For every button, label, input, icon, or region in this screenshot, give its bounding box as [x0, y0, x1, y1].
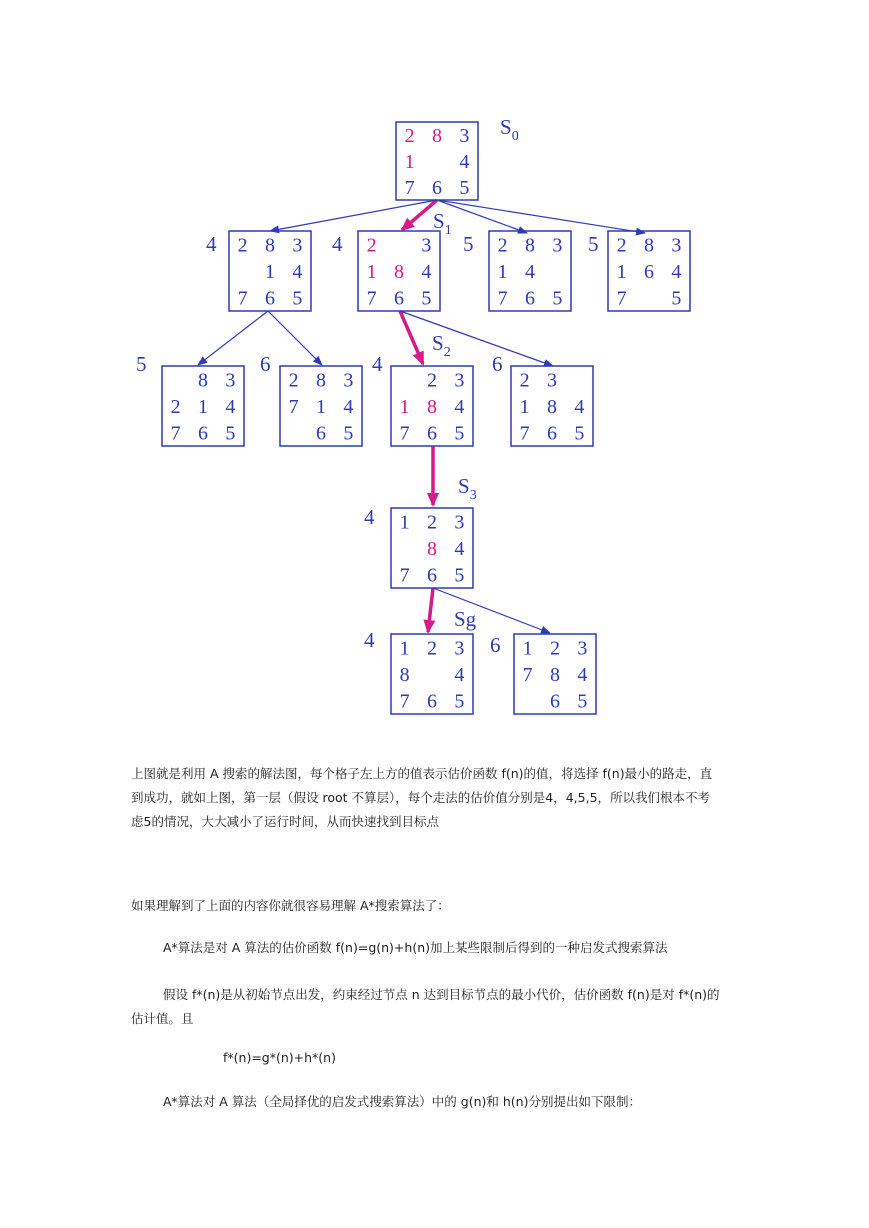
- puzzle-tile: 5: [421, 287, 432, 310]
- puzzle-tile: 5: [292, 287, 303, 310]
- puzzle-node-l3: [364, 505, 473, 588]
- path-arrow: [198, 311, 268, 365]
- puzzle-tile: 1: [265, 261, 275, 283]
- puzzle-tile: 4: [343, 396, 354, 418]
- puzzle-node-l2b: [260, 352, 362, 446]
- puzzle-tile: 7: [497, 287, 508, 310]
- state-label-s0: $S_0$: [500, 115, 519, 144]
- puzzle-node-l1c: [463, 231, 571, 311]
- path-arrow: [268, 311, 322, 365]
- puzzle-tile: 6: [394, 287, 404, 310]
- puzzle-tile: 2: [616, 234, 627, 257]
- puzzle-tile: 4: [454, 538, 465, 560]
- text-line: 上图就是利用 A 搜索的解法图，每个格子左上方的值表示估价函数 f(n)的值，将选择 f(n)最小的路走，直: [131, 766, 713, 781]
- paragraph-definition: A*算法是对 A 算法的估价函数 f(n)=g(n)+h(n)加上某些限制后得到的一种启发式搜索算法: [163, 940, 668, 955]
- puzzle-tile: 5: [671, 287, 682, 310]
- formula: f*(n)=g*(n)+h*(n): [223, 1050, 336, 1065]
- puzzle-node-l1d: [588, 231, 690, 311]
- puzzle-tile: 1: [316, 396, 326, 418]
- puzzle-tile: 7: [399, 564, 410, 587]
- heuristic-value: 4: [206, 232, 217, 256]
- heuristic-value: 4: [372, 352, 383, 376]
- puzzle-tile: 3: [454, 369, 465, 392]
- puzzle-tile: 8: [427, 396, 437, 418]
- puzzle-tile: 1: [399, 637, 410, 660]
- heuristic-value: 5: [588, 232, 599, 256]
- puzzle-tile: 4: [421, 261, 432, 283]
- state-label-s3: $S_3$: [458, 474, 477, 503]
- puzzle-tile: 3: [547, 369, 557, 392]
- puzzle-tile: 2: [170, 396, 181, 418]
- puzzle-tile: 3: [421, 234, 432, 257]
- puzzle-tile: 4: [525, 261, 535, 283]
- puzzle-node-l4a: [364, 628, 473, 714]
- puzzle-tile: 1: [366, 261, 377, 283]
- path-arrow-selected: [428, 588, 433, 632]
- heuristic-value: 5: [463, 232, 474, 256]
- puzzle-tile: 5: [577, 690, 588, 713]
- puzzle-tile: 2: [497, 234, 508, 257]
- path-arrow: [433, 588, 550, 633]
- puzzle-tile: 6: [550, 690, 560, 713]
- puzzle-tile: 3: [225, 369, 236, 392]
- puzzle-tile: 8: [394, 261, 404, 283]
- puzzle-tile: 1: [399, 511, 410, 534]
- puzzle-tile: 6: [432, 177, 442, 199]
- heuristic-value: 5: [136, 352, 147, 376]
- puzzle-tile: 2: [404, 125, 415, 147]
- puzzle-tile: 1: [404, 151, 415, 173]
- puzzle-tile: 5: [454, 564, 465, 587]
- puzzle-tile: 2: [427, 637, 437, 660]
- puzzle-tile: 3: [577, 637, 588, 660]
- puzzle-tile: 3: [454, 637, 465, 660]
- puzzle-tile: 6: [427, 690, 437, 713]
- text-line: 估计值。且: [131, 1011, 194, 1026]
- puzzle-tile: 5: [454, 690, 465, 713]
- puzzle-tile: 4: [454, 396, 465, 418]
- puzzle-node-l1a: [206, 231, 311, 311]
- puzzle-tile: 8: [550, 664, 560, 686]
- paragraph-explanation: [131, 762, 751, 834]
- text-line: 到成功，就如上图，第一层（假设 root 不算层），每个走法的估价值分别是4，4,5,5，所以我们根本不考: [131, 790, 711, 805]
- heuristic-value: 6: [260, 352, 271, 376]
- state-label-sg: Sg: [454, 607, 477, 631]
- puzzle-tile: 1: [399, 396, 410, 418]
- puzzle-tile: 1: [198, 396, 208, 418]
- puzzle-node-l2c: [372, 352, 473, 446]
- heuristic-value: 4: [332, 232, 343, 256]
- puzzle-tile: 3: [454, 511, 465, 534]
- puzzle-tile: 6: [547, 422, 557, 445]
- puzzle-node-l1b: [332, 231, 440, 311]
- text-line: 虑5的情况，大大减小了运行时间，从而快速找到目标点: [131, 814, 439, 829]
- puzzle-tile: 3: [459, 125, 470, 147]
- puzzle-tile: 4: [671, 261, 682, 283]
- puzzle-tile: 8: [198, 369, 208, 392]
- puzzle-node-l2d: [492, 352, 593, 446]
- state-label-s2: $S_2$: [432, 331, 451, 360]
- puzzle-tile: 1: [522, 637, 533, 660]
- puzzle-tile: 3: [292, 234, 303, 257]
- puzzle-tile: 1: [497, 261, 508, 283]
- puzzle-tile: 6: [427, 564, 437, 587]
- puzzle-tile: 5: [343, 422, 354, 445]
- puzzle-tile: 4: [574, 396, 585, 418]
- state-label-s1: $S_1$: [433, 209, 452, 238]
- path-arrow: [437, 200, 645, 233]
- puzzle-tile: 7: [170, 422, 181, 445]
- puzzle-tile: 5: [225, 422, 236, 445]
- heuristic-value: 4: [364, 505, 375, 529]
- puzzle-node-l2a: [136, 352, 244, 446]
- path-arrow-selected: [402, 200, 437, 230]
- puzzle-tile: 2: [288, 369, 299, 392]
- puzzle-tile: 3: [552, 234, 563, 257]
- puzzle-tile: 8: [265, 234, 275, 257]
- puzzle-tile: 7: [519, 422, 530, 445]
- puzzle-tile: 2: [237, 234, 248, 257]
- puzzle-tile: 2: [519, 369, 530, 392]
- puzzle-tile: 6: [525, 287, 535, 310]
- puzzle-tile: 6: [644, 261, 654, 283]
- puzzle-tile: 5: [459, 177, 470, 199]
- heuristic-value: 4: [364, 628, 375, 652]
- puzzle-tile: 5: [454, 422, 465, 445]
- puzzle-tile: 3: [343, 369, 354, 392]
- puzzle-tile: 8: [427, 538, 437, 560]
- puzzle-node-s0: [396, 122, 478, 200]
- puzzle-tile: 8: [316, 369, 326, 392]
- puzzle-tile: 6: [316, 422, 326, 445]
- heuristic-value: 6: [490, 633, 501, 657]
- puzzle-tile: 2: [427, 511, 437, 534]
- puzzle-tile: 2: [550, 637, 560, 660]
- puzzle-tile: 6: [198, 422, 208, 445]
- puzzle-tile: 8: [547, 396, 557, 418]
- paragraph-intro: 如果理解到了上面的内容你就很容易理解 A*搜索算法了：: [131, 898, 450, 913]
- path-arrow: [400, 311, 553, 366]
- puzzle-tile: 4: [454, 664, 465, 686]
- paragraph-assumption: [131, 983, 751, 1031]
- puzzle-tile: 4: [577, 664, 588, 686]
- puzzle-tile: 7: [399, 690, 410, 713]
- puzzle-tile: 5: [552, 287, 563, 310]
- puzzle-tile: 4: [292, 261, 303, 283]
- puzzle-tile: 7: [522, 664, 533, 686]
- puzzle-tile: 7: [399, 422, 410, 445]
- puzzle-tile: 8: [399, 664, 410, 686]
- puzzle-tile: 5: [574, 422, 585, 445]
- heuristic-value: 6: [492, 352, 503, 376]
- puzzle-tile: 7: [237, 287, 248, 310]
- puzzle-tile: 7: [288, 396, 299, 418]
- text-line: 假设 f*(n)是从初始节点出发，约束经过节点 n 达到目标节点的最小代价，估价函数 f(n)是对 f*(n)的: [163, 987, 720, 1002]
- puzzle-tile: 3: [671, 234, 682, 257]
- puzzle-tile: 2: [366, 234, 377, 257]
- puzzle-tile: 1: [616, 261, 627, 283]
- puzzle-tile: 6: [265, 287, 275, 310]
- puzzle-tile: 7: [404, 177, 415, 199]
- puzzle-tile: 7: [366, 287, 377, 310]
- puzzle-tile: 8: [644, 234, 654, 257]
- path-arrow-selected: [400, 311, 423, 364]
- puzzle-tile: 8: [525, 234, 535, 257]
- puzzle-tile: 7: [616, 287, 627, 310]
- path-arrow: [270, 200, 437, 231]
- puzzle-node-l4b: [490, 633, 596, 714]
- puzzle-tile: 4: [459, 151, 470, 173]
- puzzle-tile: 4: [225, 396, 236, 418]
- paragraph-restriction: A*算法对 A 算法（全局择优的启发式搜索算法）中的 g(n)和 h(n)分别提出如下限制：: [163, 1094, 641, 1109]
- puzzle-tile: 1: [519, 396, 530, 418]
- puzzle-tile: 8: [432, 125, 442, 147]
- puzzle-tile: 2: [427, 369, 437, 392]
- puzzle-tile: 6: [427, 422, 437, 445]
